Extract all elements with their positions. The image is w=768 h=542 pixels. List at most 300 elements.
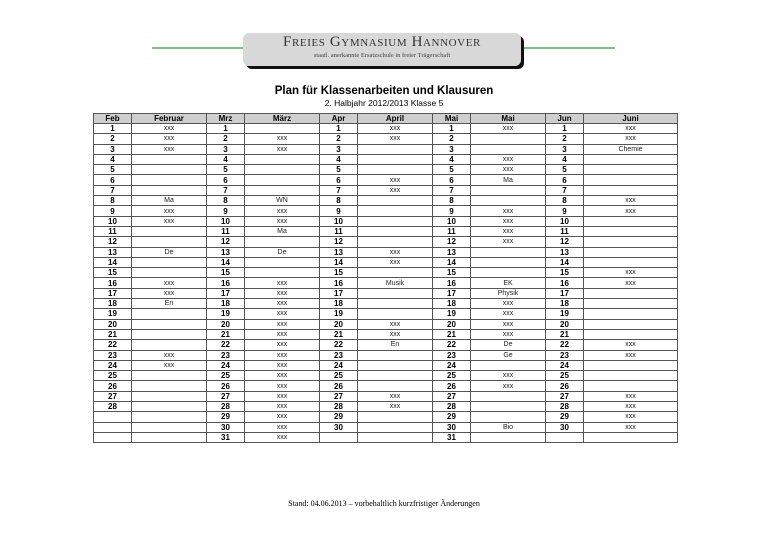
exam-schedule-table bbox=[93, 113, 678, 443]
table-row bbox=[94, 319, 678, 329]
day-number-cell: 18 bbox=[207, 299, 245, 309]
day-number-cell: 6 bbox=[207, 175, 245, 185]
exam-entry-cell: xxx bbox=[132, 360, 207, 370]
day-number-cell: 29 bbox=[207, 412, 245, 422]
day-number-cell: 27 bbox=[433, 391, 471, 401]
day-number-cell: 4 bbox=[320, 154, 358, 164]
exam-entry-cell bbox=[471, 391, 546, 401]
exam-entry-cell: xxx bbox=[584, 340, 678, 350]
day-number-cell: 7 bbox=[94, 185, 132, 195]
exam-entry-cell: xxx bbox=[358, 257, 433, 267]
day-number-cell: 10 bbox=[433, 216, 471, 226]
exam-entry-cell bbox=[245, 268, 320, 278]
exam-entry-cell bbox=[584, 175, 678, 185]
day-number-cell: 28 bbox=[320, 402, 358, 412]
exam-entry-cell: Chemie bbox=[584, 144, 678, 154]
day-number-cell: 8 bbox=[207, 196, 245, 206]
day-number-cell: 3 bbox=[94, 144, 132, 154]
day-number-cell: 26 bbox=[320, 381, 358, 391]
exam-entry-cell bbox=[584, 257, 678, 267]
exam-entry-cell bbox=[358, 371, 433, 381]
day-number-cell: 19 bbox=[320, 309, 358, 319]
column-header: Mai bbox=[471, 114, 546, 124]
exam-entry-cell bbox=[358, 216, 433, 226]
exam-entry-cell: xxx bbox=[132, 350, 207, 360]
table-row bbox=[94, 288, 678, 298]
exam-entry-cell bbox=[471, 144, 546, 154]
exam-entry-cell: xxx bbox=[584, 422, 678, 432]
table-row bbox=[94, 412, 678, 422]
exam-entry-cell bbox=[132, 237, 207, 247]
exam-entry-cell: Ma bbox=[132, 196, 207, 206]
day-number-cell: 15 bbox=[207, 268, 245, 278]
exam-entry-cell: Musik bbox=[358, 278, 433, 288]
day-number-cell: 28 bbox=[433, 402, 471, 412]
day-number-cell: 6 bbox=[546, 175, 584, 185]
table-row bbox=[94, 144, 678, 154]
table-row bbox=[94, 216, 678, 226]
table-row bbox=[94, 165, 678, 175]
day-number-cell: 17 bbox=[433, 288, 471, 298]
day-number-cell: 11 bbox=[433, 226, 471, 236]
exam-entry-cell bbox=[132, 381, 207, 391]
exam-entry-cell: xxx bbox=[471, 237, 546, 247]
exam-entry-cell: xxx bbox=[471, 319, 546, 329]
day-number-cell: 5 bbox=[433, 165, 471, 175]
day-number-cell: 22 bbox=[207, 340, 245, 350]
day-number-cell: 30 bbox=[207, 422, 245, 432]
day-number-cell: 5 bbox=[320, 165, 358, 175]
day-number-cell: 4 bbox=[546, 154, 584, 164]
day-number-cell: 11 bbox=[320, 226, 358, 236]
exam-entry-cell: EK bbox=[471, 278, 546, 288]
table-row bbox=[94, 196, 678, 206]
day-number-cell: 12 bbox=[207, 237, 245, 247]
day-number-cell: 29 bbox=[546, 412, 584, 422]
exam-entry-cell: xxx bbox=[132, 278, 207, 288]
column-header: Februar bbox=[132, 114, 207, 124]
day-number-cell: 12 bbox=[546, 237, 584, 247]
exam-entry-cell bbox=[358, 360, 433, 370]
exam-entry-cell: xxx bbox=[358, 134, 433, 144]
exam-entry-cell: xxx bbox=[471, 216, 546, 226]
day-number-cell: 23 bbox=[320, 350, 358, 360]
exam-entry-cell bbox=[358, 381, 433, 391]
exam-entry-cell: xxx bbox=[245, 309, 320, 319]
exam-entry-cell bbox=[358, 268, 433, 278]
day-number-cell: 24 bbox=[546, 360, 584, 370]
exam-entry-cell: xxx bbox=[245, 402, 320, 412]
day-number-cell: 21 bbox=[433, 329, 471, 339]
day-number-cell: 15 bbox=[94, 268, 132, 278]
exam-entry-cell: xxx bbox=[471, 124, 546, 134]
exam-entry-cell bbox=[245, 257, 320, 267]
day-number-cell: 1 bbox=[94, 124, 132, 134]
exam-entry-cell: xxx bbox=[245, 319, 320, 329]
day-number-cell: 23 bbox=[207, 350, 245, 360]
exam-entry-cell: Ge bbox=[471, 350, 546, 360]
day-number-cell: 2 bbox=[94, 134, 132, 144]
day-number-cell: 10 bbox=[207, 216, 245, 226]
day-number-cell: 18 bbox=[94, 299, 132, 309]
day-number-cell: 10 bbox=[320, 216, 358, 226]
day-number-cell: 2 bbox=[207, 134, 245, 144]
exam-entry-cell bbox=[471, 402, 546, 412]
day-number-cell bbox=[546, 432, 584, 442]
exam-entry-cell bbox=[132, 432, 207, 442]
exam-entry-cell bbox=[584, 185, 678, 195]
exam-entry-cell bbox=[245, 124, 320, 134]
table-row bbox=[94, 350, 678, 360]
exam-entry-cell bbox=[132, 340, 207, 350]
exam-entry-cell: xxx bbox=[358, 124, 433, 134]
exam-entry-cell bbox=[584, 237, 678, 247]
day-number-cell: 4 bbox=[94, 154, 132, 164]
day-number-cell: 8 bbox=[433, 196, 471, 206]
exam-entry-cell bbox=[358, 196, 433, 206]
exam-entry-cell bbox=[358, 237, 433, 247]
exam-entry-cell bbox=[132, 257, 207, 267]
table-row bbox=[94, 422, 678, 432]
table-row bbox=[94, 268, 678, 278]
exam-entry-cell: xxx bbox=[584, 268, 678, 278]
day-number-cell: 27 bbox=[320, 391, 358, 401]
day-number-cell: 22 bbox=[320, 340, 358, 350]
exam-entry-cell bbox=[358, 154, 433, 164]
day-number-cell: 3 bbox=[546, 144, 584, 154]
exam-entry-cell: xxx bbox=[358, 402, 433, 412]
exam-entry-cell bbox=[358, 144, 433, 154]
exam-entry-cell bbox=[584, 309, 678, 319]
day-number-cell: 22 bbox=[433, 340, 471, 350]
exam-entry-cell: Ma bbox=[245, 226, 320, 236]
exam-entry-cell: xxx bbox=[358, 247, 433, 257]
day-number-cell: 18 bbox=[320, 299, 358, 309]
exam-entry-cell: xxx bbox=[471, 371, 546, 381]
day-number-cell: 25 bbox=[433, 371, 471, 381]
exam-entry-cell: xxx bbox=[245, 134, 320, 144]
exam-entry-cell bbox=[358, 165, 433, 175]
day-number-cell: 14 bbox=[94, 257, 132, 267]
exam-entry-cell bbox=[584, 154, 678, 164]
exam-entry-cell: xxx bbox=[584, 278, 678, 288]
table-row bbox=[94, 391, 678, 401]
exam-entry-cell bbox=[132, 309, 207, 319]
day-number-cell: 13 bbox=[320, 247, 358, 257]
day-number-cell: 2 bbox=[320, 134, 358, 144]
exam-entry-cell bbox=[584, 329, 678, 339]
table-row bbox=[94, 309, 678, 319]
exam-entry-cell: xxx bbox=[584, 391, 678, 401]
exam-entry-cell bbox=[584, 299, 678, 309]
exam-entry-cell: xxx bbox=[132, 144, 207, 154]
day-number-cell: 23 bbox=[433, 350, 471, 360]
school-logo bbox=[243, 33, 521, 66]
day-number-cell: 30 bbox=[433, 422, 471, 432]
exam-entry-cell bbox=[132, 402, 207, 412]
day-number-cell: 2 bbox=[546, 134, 584, 144]
exam-entry-cell bbox=[358, 350, 433, 360]
day-number-cell: 13 bbox=[546, 247, 584, 257]
day-number-cell: 3 bbox=[207, 144, 245, 154]
day-number-cell: 30 bbox=[320, 422, 358, 432]
exam-entry-cell: xxx bbox=[245, 340, 320, 350]
exam-entry-cell: En bbox=[132, 299, 207, 309]
day-number-cell: 1 bbox=[433, 124, 471, 134]
exam-entry-cell: xxx bbox=[584, 206, 678, 216]
day-number-cell: 16 bbox=[320, 278, 358, 288]
exam-entry-cell: xxx bbox=[245, 412, 320, 422]
exam-entry-cell: xxx bbox=[245, 422, 320, 432]
day-number-cell: 21 bbox=[207, 329, 245, 339]
exam-entry-cell: xxx bbox=[584, 196, 678, 206]
day-number-cell: 24 bbox=[94, 360, 132, 370]
exam-entry-cell bbox=[584, 381, 678, 391]
day-number-cell: 25 bbox=[320, 371, 358, 381]
day-number-cell: 29 bbox=[320, 412, 358, 422]
exam-entry-cell: De bbox=[471, 340, 546, 350]
table-row bbox=[94, 134, 678, 144]
day-number-cell: 30 bbox=[546, 422, 584, 432]
document-subtitle: 2. Halbjahr 2012/2013 Klasse 5 bbox=[324, 98, 444, 108]
exam-entry-cell bbox=[132, 175, 207, 185]
exam-entry-cell bbox=[584, 288, 678, 298]
day-number-cell: 15 bbox=[433, 268, 471, 278]
exam-entry-cell: WN bbox=[245, 196, 320, 206]
table-row bbox=[94, 371, 678, 381]
exam-entry-cell bbox=[132, 319, 207, 329]
table-row bbox=[94, 360, 678, 370]
day-number-cell: 26 bbox=[433, 381, 471, 391]
day-number-cell: 23 bbox=[94, 350, 132, 360]
column-header: Apr bbox=[320, 114, 358, 124]
exam-entry-cell: xxx bbox=[132, 206, 207, 216]
exam-entry-cell: xxx bbox=[245, 381, 320, 391]
table-row bbox=[94, 206, 678, 216]
day-number-cell: 17 bbox=[207, 288, 245, 298]
day-number-cell: 9 bbox=[207, 206, 245, 216]
day-number-cell: 13 bbox=[94, 247, 132, 257]
table-row bbox=[94, 257, 678, 267]
day-number-cell: 22 bbox=[94, 340, 132, 350]
exam-entry-cell: Physik bbox=[471, 288, 546, 298]
day-number-cell: 8 bbox=[546, 196, 584, 206]
exam-entry-cell bbox=[132, 371, 207, 381]
day-number-cell: 2 bbox=[433, 134, 471, 144]
exam-entry-cell bbox=[584, 216, 678, 226]
table-row bbox=[94, 237, 678, 247]
day-number-cell: 10 bbox=[546, 216, 584, 226]
exam-entry-cell bbox=[132, 268, 207, 278]
day-number-cell: 26 bbox=[546, 381, 584, 391]
day-number-cell: 5 bbox=[546, 165, 584, 175]
day-number-cell: 12 bbox=[433, 237, 471, 247]
day-number-cell: 11 bbox=[94, 226, 132, 236]
day-number-cell: 6 bbox=[94, 175, 132, 185]
day-number-cell: 12 bbox=[94, 237, 132, 247]
exam-entry-cell: xxx bbox=[132, 288, 207, 298]
day-number-cell bbox=[320, 432, 358, 442]
exam-entry-cell: xxx bbox=[471, 381, 546, 391]
exam-entry-cell bbox=[132, 412, 207, 422]
exam-entry-cell bbox=[584, 247, 678, 257]
day-number-cell: 17 bbox=[320, 288, 358, 298]
day-number-cell: 28 bbox=[546, 402, 584, 412]
day-number-cell: 15 bbox=[546, 268, 584, 278]
day-number-cell: 19 bbox=[94, 309, 132, 319]
exam-entry-cell bbox=[471, 268, 546, 278]
exam-entry-cell bbox=[358, 299, 433, 309]
exam-entry-cell bbox=[471, 257, 546, 267]
day-number-cell: 21 bbox=[320, 329, 358, 339]
exam-entry-cell bbox=[584, 319, 678, 329]
day-number-cell bbox=[94, 412, 132, 422]
day-number-cell: 23 bbox=[546, 350, 584, 360]
day-number-cell: 7 bbox=[320, 185, 358, 195]
exam-entry-cell: xxx bbox=[245, 329, 320, 339]
day-number-cell: 20 bbox=[546, 319, 584, 329]
exam-entry-cell bbox=[471, 432, 546, 442]
day-number-cell: 8 bbox=[94, 196, 132, 206]
exam-entry-cell: xxx bbox=[245, 360, 320, 370]
exam-entry-cell bbox=[358, 309, 433, 319]
exam-entry-cell: xxx bbox=[245, 278, 320, 288]
exam-entry-cell bbox=[471, 360, 546, 370]
exam-entry-cell bbox=[471, 185, 546, 195]
exam-entry-cell bbox=[245, 175, 320, 185]
exam-entry-cell bbox=[358, 226, 433, 236]
exam-entry-cell: xxx bbox=[132, 216, 207, 226]
day-number-cell: 26 bbox=[94, 381, 132, 391]
day-number-cell: 18 bbox=[546, 299, 584, 309]
day-number-cell: 7 bbox=[207, 185, 245, 195]
exam-entry-cell: xxx bbox=[245, 144, 320, 154]
exam-entry-cell: xxx bbox=[471, 165, 546, 175]
exam-entry-cell: xxx bbox=[245, 350, 320, 360]
day-number-cell: 3 bbox=[433, 144, 471, 154]
day-number-cell: 17 bbox=[546, 288, 584, 298]
day-number-cell: 31 bbox=[207, 432, 245, 442]
table-row bbox=[94, 185, 678, 195]
exam-entry-cell bbox=[358, 412, 433, 422]
day-number-cell: 8 bbox=[320, 196, 358, 206]
column-header: März bbox=[245, 114, 320, 124]
exam-entry-cell bbox=[584, 360, 678, 370]
day-number-cell: 16 bbox=[433, 278, 471, 288]
day-number-cell: 16 bbox=[94, 278, 132, 288]
column-header: Mrz bbox=[207, 114, 245, 124]
exam-entry-cell bbox=[132, 329, 207, 339]
document-title: Plan für Klassenarbeiten und Klausuren bbox=[274, 85, 494, 97]
exam-entry-cell bbox=[245, 185, 320, 195]
exam-entry-cell: xxx bbox=[471, 299, 546, 309]
table-row bbox=[94, 154, 678, 164]
day-number-cell: 25 bbox=[546, 371, 584, 381]
day-number-cell: 14 bbox=[546, 257, 584, 267]
exam-entry-cell bbox=[358, 288, 433, 298]
day-number-cell: 16 bbox=[546, 278, 584, 288]
exam-entry-cell bbox=[132, 185, 207, 195]
day-number-cell: 11 bbox=[546, 226, 584, 236]
day-number-cell: 24 bbox=[320, 360, 358, 370]
exam-entry-cell: xxx bbox=[245, 216, 320, 226]
exam-entry-cell: xxx bbox=[584, 402, 678, 412]
school-name: Freies Gymnasium Hannover bbox=[283, 34, 481, 50]
day-number-cell: 9 bbox=[433, 206, 471, 216]
day-number-cell: 16 bbox=[207, 278, 245, 288]
exam-entry-cell: xxx bbox=[245, 391, 320, 401]
exam-entry-cell: xxx bbox=[358, 175, 433, 185]
exam-entry-cell: xxx bbox=[471, 154, 546, 164]
exam-entry-cell: xxx bbox=[358, 319, 433, 329]
day-number-cell: 9 bbox=[320, 206, 358, 216]
table-row bbox=[94, 124, 678, 134]
day-number-cell bbox=[94, 422, 132, 432]
day-number-cell: 10 bbox=[94, 216, 132, 226]
exam-entry-cell: xxx bbox=[584, 124, 678, 134]
day-number-cell: 1 bbox=[207, 124, 245, 134]
day-number-cell: 31 bbox=[433, 432, 471, 442]
exam-entry-cell bbox=[245, 154, 320, 164]
day-number-cell bbox=[94, 432, 132, 442]
day-number-cell: 1 bbox=[546, 124, 584, 134]
exam-entry-cell: De bbox=[245, 247, 320, 257]
day-number-cell: 15 bbox=[320, 268, 358, 278]
table-row bbox=[94, 381, 678, 391]
exam-entry-cell: xxx bbox=[584, 134, 678, 144]
day-number-cell: 13 bbox=[207, 247, 245, 257]
day-number-cell: 19 bbox=[207, 309, 245, 319]
exam-entry-cell bbox=[471, 196, 546, 206]
day-number-cell: 14 bbox=[207, 257, 245, 267]
exam-entry-cell bbox=[358, 422, 433, 432]
day-number-cell: 4 bbox=[433, 154, 471, 164]
exam-entry-cell: xxx bbox=[245, 299, 320, 309]
exam-entry-cell bbox=[584, 432, 678, 442]
day-number-cell: 27 bbox=[207, 391, 245, 401]
exam-entry-cell: xxx bbox=[245, 432, 320, 442]
exam-entry-cell bbox=[132, 226, 207, 236]
day-number-cell: 22 bbox=[546, 340, 584, 350]
exam-entry-cell bbox=[471, 134, 546, 144]
table-row bbox=[94, 278, 678, 288]
column-header: Jun bbox=[546, 114, 584, 124]
day-number-cell: 27 bbox=[94, 391, 132, 401]
day-number-cell: 26 bbox=[207, 381, 245, 391]
exam-entry-cell bbox=[245, 237, 320, 247]
day-number-cell: 19 bbox=[433, 309, 471, 319]
table-row bbox=[94, 226, 678, 236]
day-number-cell: 25 bbox=[94, 371, 132, 381]
day-number-cell: 4 bbox=[207, 154, 245, 164]
table-row bbox=[94, 247, 678, 257]
exam-entry-cell: xxx bbox=[245, 371, 320, 381]
exam-entry-cell: xxx bbox=[471, 309, 546, 319]
day-number-cell: 20 bbox=[94, 319, 132, 329]
exam-entry-cell: xxx bbox=[132, 134, 207, 144]
exam-entry-cell bbox=[584, 371, 678, 381]
day-number-cell: 20 bbox=[207, 319, 245, 329]
table-header-row bbox=[94, 114, 678, 124]
exam-entry-cell bbox=[358, 206, 433, 216]
exam-entry-cell bbox=[132, 391, 207, 401]
day-number-cell: 13 bbox=[433, 247, 471, 257]
day-number-cell: 21 bbox=[546, 329, 584, 339]
exam-entry-cell bbox=[245, 165, 320, 175]
table-row bbox=[94, 175, 678, 185]
exam-entry-cell: Bio bbox=[471, 422, 546, 432]
exam-entry-cell: xxx bbox=[471, 206, 546, 216]
